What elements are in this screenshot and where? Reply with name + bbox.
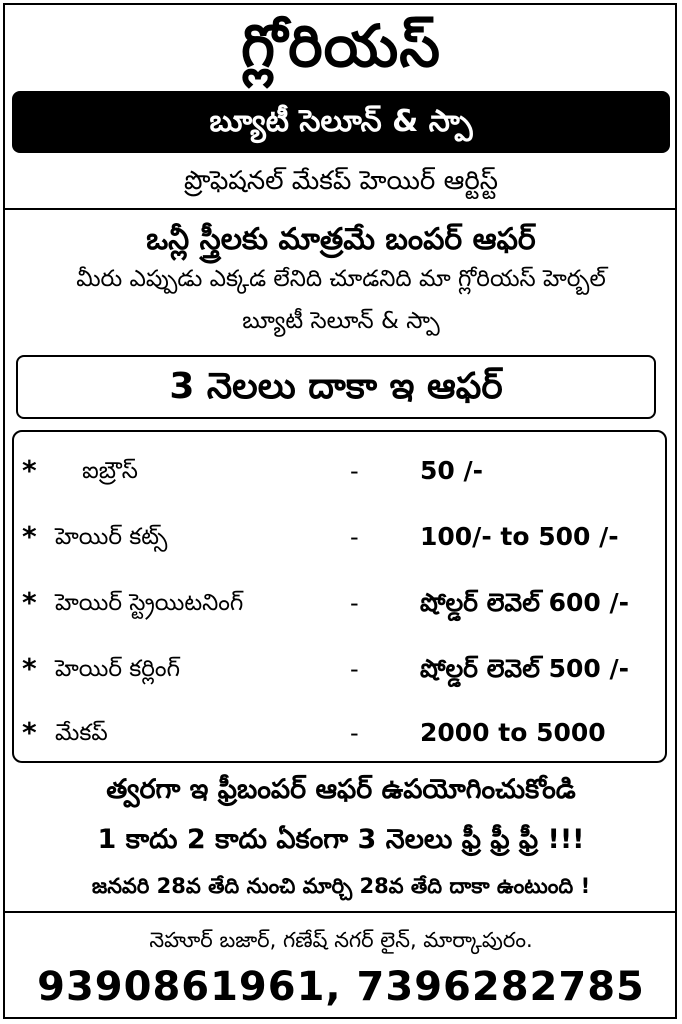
offer-description-line2: బ్యూటీ సెలూన్ & స్పా [242, 308, 440, 334]
service-price: షోల్డర్ లెవెల్ 500 /- [420, 654, 630, 683]
offer-headline: ఒన్లీ స్త్రీలకు మాత్రమే బంపర్ ఆఫర్ [146, 222, 536, 257]
banner-text: బ్యూటీ సెలూన్ & స్పా [209, 104, 473, 139]
service-name: హెయిర్ కర్లింగ్ [55, 656, 181, 682]
service-row [0, 708, 682, 758]
separator-dash: - [350, 655, 359, 683]
offer-description-line1: మీరు ఎప్పుడు ఎక్కడ లేనిది చూడనిది మా గ్లోరియస్ హెర్బల్ [76, 266, 606, 292]
service-price: షోల్డర్ లెవెల్ 600 /- [420, 588, 630, 617]
service-row [0, 446, 682, 496]
service-row [0, 512, 682, 562]
phone-numbers: 9390861961, 7396282785 [37, 964, 645, 1010]
service-name: ఐబ్రౌస్ [82, 458, 138, 484]
separator-dash: - [350, 457, 359, 485]
separator-dash: - [350, 719, 359, 747]
service-price: 100/- to 500 /- [420, 522, 619, 551]
service-name: మేకప్ [55, 720, 108, 746]
service-price: 50 /- [420, 456, 484, 485]
cta-line1: త్వరగా ఇ ఫ్రీబంపర్ ఆఫర్ ఉపయోగించుకోండి [106, 774, 576, 805]
service-price: 2000 to 5000 [420, 718, 606, 747]
address: నెహూర్ బజార్, గణేష్ నగర్ లైన్, మార్కాపురం. [149, 928, 533, 952]
service-name: హెయిర్ కట్స్ [55, 524, 168, 550]
profession-line: ప్రొఫెషనల్ మేకప్ హెయిర్ ఆర్టిస్ట్ [183, 166, 499, 196]
service-row [0, 644, 682, 694]
divider [5, 911, 677, 913]
validity-dates: జనవరి 28వ తేది నుంచి మార్చి 28వ తేది దాకా ఉంటుంది ! [91, 874, 591, 898]
offer-duration-box [16, 355, 656, 419]
bullet: * [22, 520, 37, 553]
divider [5, 208, 677, 210]
cta-line2: 1 కాదు 2 కాదు ఏకంగా 3 నెలలు ఫ్రీ ఫ్రీ ఫ్రీ !!! [97, 824, 585, 855]
service-name: హెయిర్ స్ట్రెయిటనింగ్ [55, 590, 244, 616]
salon-title: గ్లోరియస్ [241, 12, 441, 80]
bullet: * [22, 454, 37, 487]
service-row [0, 578, 682, 628]
title-banner [12, 91, 670, 153]
bullet: * [22, 716, 37, 749]
bullet: * [22, 652, 37, 685]
offer-duration: 3 నెలలు దాకా ఇ ఆఫర్ [169, 366, 503, 407]
bullet: * [22, 586, 37, 619]
separator-dash: - [350, 523, 359, 551]
separator-dash: - [350, 589, 359, 617]
